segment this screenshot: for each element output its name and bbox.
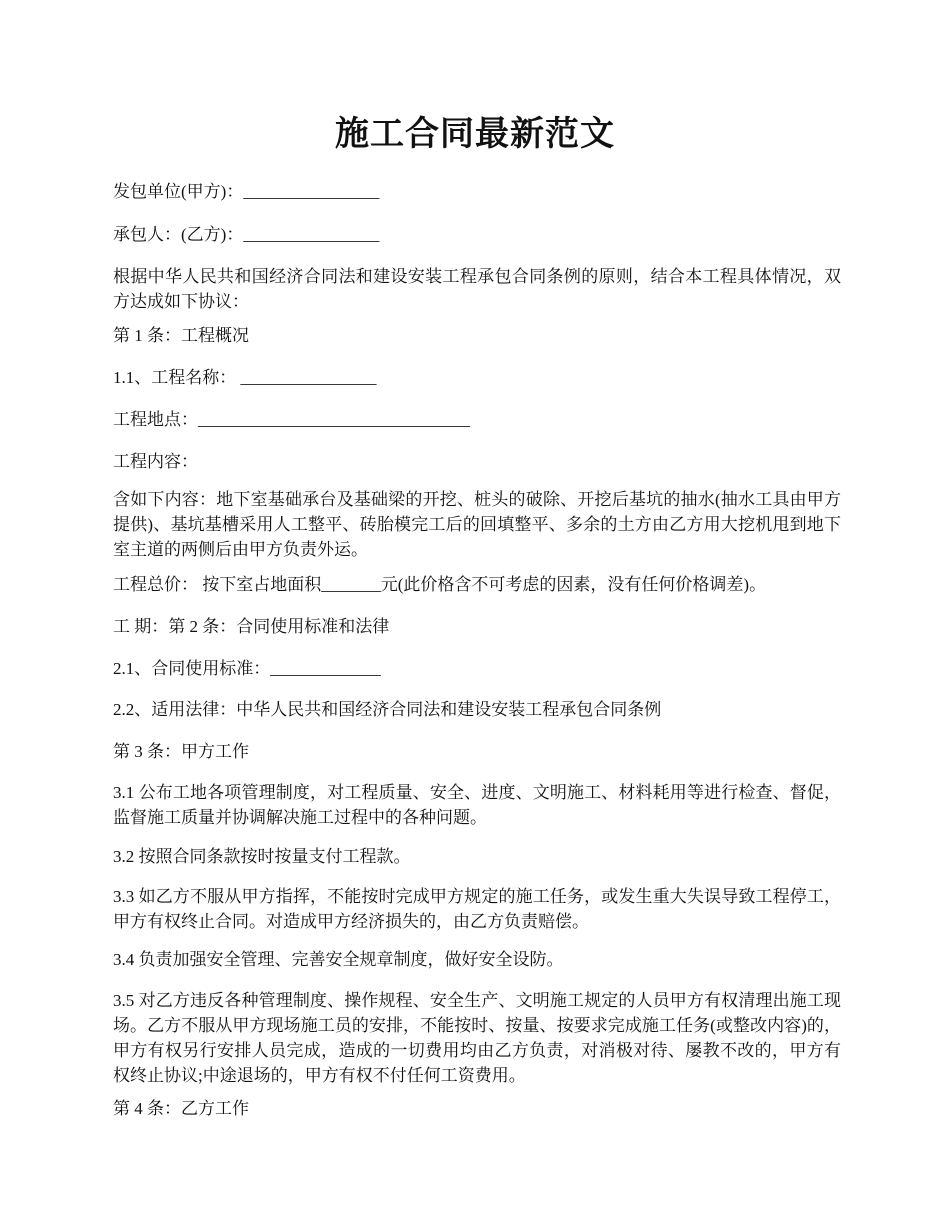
total-price-line: 工程总价： 按下室占地面积_______元(此价格含不可考虑的因素，没有任何价格调差)。 xyxy=(113,575,767,594)
article-2-heading: 工 期：第 2 条：合同使用标准和法律 xyxy=(113,617,390,636)
project-location-line: 工程地点：________________________________ xyxy=(113,410,470,429)
preamble-paragraph: 根据中华人民共和国经济合同法和建设安装工程承包合同条例的原则，结合本工程具体情况，双方达成如下协议： xyxy=(113,267,841,311)
article-4-heading: 第 4 条：乙方工作 xyxy=(113,1099,249,1118)
document-title: 施工合同最新范文 xyxy=(335,116,615,153)
project-content-heading: 工程内容： xyxy=(113,452,198,471)
article-1-heading: 第 1 条：工程概况 xyxy=(113,326,249,345)
project-name-line: 1.1、工程名称： ________________ xyxy=(113,368,377,387)
project-content-paragraph: 含如下内容：地下室基础承台及基础梁的开挖、桩头的破除、开挖后基坑的抽水(抽水工具由甲方提供)、基坑基槽采用人工整平、砖胎模完工后的回填整平、多余的土方由乙方用大挖机甩到地下室主道的两侧后由甲方负责外运。 xyxy=(113,490,841,559)
clause-3-4: 3.4 负责加强安全管理、完善安全规章制度，做好安全设防。 xyxy=(113,950,564,969)
clause-3-5: 3.5 对乙方违反各种管理制度、操作规程、安全生产、文明施工规定的人员甲方有权清理出施工现场。乙方不服从甲方现场施工员的安排，不能按时、按量、按要求完成施工任务(或整改内容)的，甲方有权另行安排人员完成，造成的一切费用均由乙方负责，对消极对待、屡教不改的，甲方有权终止协议;中途退场的，甲方有权不付任何工资费用。 xyxy=(113,991,841,1085)
party-a-line: 发包单位(甲方)：________________ xyxy=(113,182,380,201)
clause-3-2: 3.2 按照合同条款按时按量支付工程款。 xyxy=(113,847,411,866)
article-3-heading: 第 3 条：甲方工作 xyxy=(113,742,249,761)
clause-2-2: 2.2、适用法律：中华人民共和国经济合同法和建设安装工程承包合同条例 xyxy=(113,700,662,719)
clause-3-3: 3.3 如乙方不服从甲方指挥，不能按时完成甲方规定的施工任务，或发生重大失误导致工程停工，甲方有权终止合同。对造成甲方经济损失的，由乙方负责赔偿。 xyxy=(113,887,841,931)
clause-3-1: 3.1 公布工地各项管理制度，对工程质量、安全、进度、文明施工、材料耗用等进行检查、督促，监督施工质量并协调解决施工过程中的各种问题。 xyxy=(113,783,841,827)
party-b-line: 承包人：(乙方)：________________ xyxy=(113,225,380,244)
clause-2-1: 2.1、合同使用标准：_____________ xyxy=(113,659,381,678)
